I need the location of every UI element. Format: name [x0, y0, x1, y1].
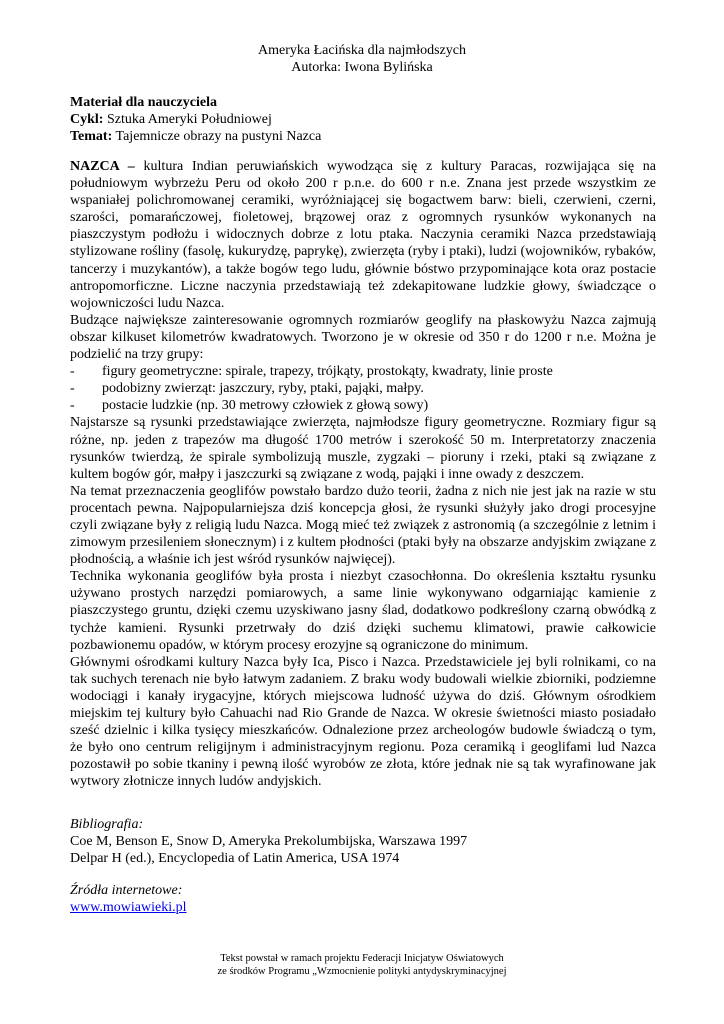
topic-label: Temat: [70, 129, 113, 144]
list-item: - postacie ludzkie (np. 30 metrowy człowiek z głową sowy) [70, 398, 429, 414]
internet-sources [70, 882, 656, 916]
cycle-value: Sztuka Ameryki Południowej [103, 112, 272, 127]
document-footer [0, 952, 724, 978]
bibliography-item: Delpar H (ed.), Encyclopedia of Latin America, USA 1974 [70, 851, 400, 866]
document-body [70, 158, 656, 790]
list-item: - figury geometryczne: spirale, trapezy, trójkąty, prostokąty, kwadraty, linie proste [70, 364, 553, 380]
bibliography [70, 816, 656, 867]
document-title: Ameryka Łacińska dla najmłodszych [258, 43, 466, 58]
bibliography-label: Bibliografia: [70, 817, 144, 832]
footer-line-2: ze środków Programu „Wzmocnienie polityki antydyskryminacyjnej [217, 966, 507, 977]
bibliography-item: Coe M, Benson E, Snow D, Ameryka Prekolumbijska, Warszawa 1997 [70, 834, 468, 849]
intro-text: kultura Indian peruwiańskich wywodząca się z kultury Paracas, rozwijająca się na południowym wybrzeżu Peru od około 200 r p.n.e. do 600 r n.e. Znana jest przede wszystkim ze wspaniałej polichromowanej ceramiki, wyróżniającej się bogactwem barw: bieli, czerwieni, czerni, szarości, pomarańczowej, fioletowej, brązowej oraz z ogromnych rysunków wykonanych na piaszczystym podłożu i widocznych dobrze z lotu ptaka. Naczynia ceramiki Nazca przedstawiają stylizowane rośliny (fasolę, kukurydzę, paprykę), zwierzęta (ryby i ptaki), ludzi (wojowników, rybaków, tancerzy i muzykantów), a także bogów tego ludu, głównie bóstwo przypominające kota oraz postacie antropomorficzne. Liczne naczynia przedstawiają też zdekapitowane ludzkie głowy, świadczące o wojowniczości ludu Nazca. [70, 159, 657, 311]
source-link[interactable]: www.mowiawieki.pl [70, 900, 187, 915]
paragraph-theories: Na temat przeznaczenia geoglifów powstało bardzo dużo teorii, żadna z nich nie jest jak na razie w stu procentach pewna. Najpopularniejsza dziś koncepcja głosi, że rysunki służyły jako drogi procesyjne czyli związane były z religią ludu Nazca. Mogą mieć też związek z astronomią (a szczególnie z letnim i zimowym przesileniem słonecznym) i z kultem płodności (ptaki były na obszarze andyjskim związane z płodnością, a właśnie ich jest wśród rysunków najwięcej). [70, 483, 656, 568]
footer-line-1: Tekst powstał w ramach projektu Federacji Inicjatyw Oświatowych [220, 953, 504, 964]
list-dash: - [70, 381, 75, 397]
paragraph-geoglyphs: Budzące największe zainteresowanie ogromnych rozmiarów geoglify na płaskowyżu Nazca zajmują obszar kilkuset kilometrów kwadratowych. Tworzono je w okresie od 350 r do 1200 r n.e. Można je podzielić na trzy grupy: [70, 312, 656, 363]
intro-bold: NAZCA – [70, 159, 135, 174]
paragraph-intro [70, 158, 656, 312]
geoglyph-groups-list [70, 363, 656, 414]
document-header [0, 42, 724, 76]
list-dash: - [70, 364, 75, 380]
paragraph-technique: Technika wykonania geoglifów była prosta i niezbyt czasochłonna. Do określenia kształtu rysunku używano prostych narzędzi pomiarowych, a same linie wykonywano odgarniając kamienie z piaszczystego gruntu, dzięki czemu uzyskiwano jasny ślad, dodatkowo podkreślony czarną obwódką z tychże kamieni. Rysunki przetrwały do dziś dzięki suchemu klimatowi, prawie całkowicie pozbawionemu opadów, w którym procesy erozyjne są ograniczone do minimum. [70, 569, 656, 653]
list-dash: - [70, 398, 75, 414]
cycle-label: Cykl: [70, 112, 104, 127]
document-author: Autorka: Iwona Bylińska [291, 60, 433, 75]
sources-label: Źródła internetowe: [70, 883, 183, 898]
material-label: Materiał dla nauczyciela [70, 95, 217, 110]
paragraph-centers: Głównymi ośrodkami kultury Nazca były Ica, Pisco i Nazca. Przedstawiciele jej byli rolnikami, co na tak suchych terenach nie było łatwym zadaniem. Z braku wody budowali wielkie zbiorniki, podziemne wodociągi i kanały irygacyjne, których miejscowa ludność używa do dziś. Głównym ośrodkiem miejskim tej kultury było Cahuachi nad Rio Grande de Nazca. W okresie świetności miasto posiadało sześć dzielnic i kilka tysięcy mieszkańców. Odnalezione przez archeologów budowle świadczą o tym, że było ono centrum religijnym i administracyjnym regionu. Poza ceramiką i geoglifami lud Nazca pozostawił po sobie tkaniny i pewną ilość wyrobów ze złota, które jednak nie są tak wyrafinowane jak wytwory złotnicze innych ludów andyjskich. [70, 654, 656, 790]
list-item: - podobizny zwierząt: jaszczury, ryby, ptaki, pająki, małpy. [70, 381, 424, 397]
paragraph-oldest-drawings: Najstarsze są rysunki przedstawiające zwierzęta, najmłodsze figury geometryczne. Rozmiary figur są różne, np. jeden z trapezów ma długość 1700 metrów i szerokość 50 m. Interpretatorzy znaczenia rysunków twierdzą, że spirale symbolizują muszle, zygzaki – pioruny i rzeki, ptaki są związane z kultem bogów gór, małpy i jaszczurki są związane z wodą, pająki i inne owady z deszczem. [70, 415, 656, 482]
topic-value: Tajemnicze obrazy na pustyni Nazca [112, 129, 322, 144]
document-meta [70, 94, 656, 145]
